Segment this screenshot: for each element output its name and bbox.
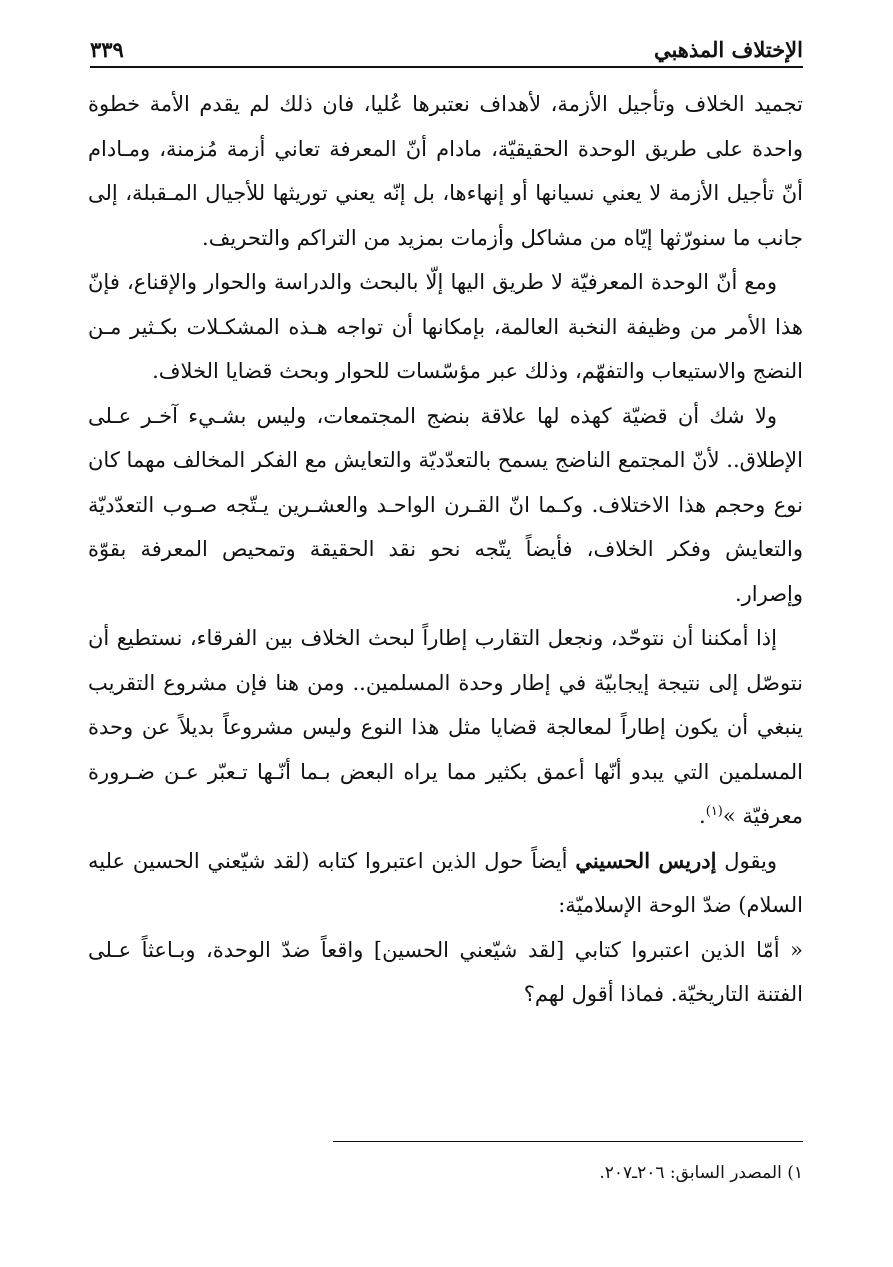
paragraph-5-rest: أيضاً حول الذين اعتبروا كتابه (لقد شيّعني الحسين عليه السلام) ضدّ الوحة الإسلاميّة:: [88, 848, 803, 917]
author-name: إدريس الحسيني: [575, 847, 717, 873]
body-text: [88, 82, 803, 1017]
paragraph-5: [88, 839, 803, 928]
paragraph-4-text: إذا أمكننا أن نتوحّد، ونجعل التقارب إطاراً لبحث الخلاف بين الفرقاء، نستطيع أن نتوصّل إلى نتيجة إيجابيّة في إطار وحدة المسلمين.. ومن هنا فإن مشروع التقريب ينبغي أن يكون إطاراً لمعالجة قضايا مثل هذا النوع وليس مشروعاً بديلاً عن وحدة المسلمين التي يبدو أنّها أعمق بكثير مما يراه البعض بـما أنّـها تـعبّر عـن ضـرورة معرفيّة »: [88, 626, 803, 828]
paragraph-1: تجميد الخلاف وتأجيل الأزمة، لأهداف نعتبرها عُليا، فان ذلك لم يقدم الأمة خطوة واحدة على طريق الوحدة الحقيقيّة، مادام أنّ المعرفة تعاني أزمة مُزمنة، ومـادام أنّ تأجيل الأزمة لا يعني نسيانها أو إنهاءها، بل إنّه يعني توريثها للأجيال المـقبلة، إلى جانب ما سنورّثها إيّاه من مشاكل وأزمات بمزيد من التراكم والتحريف.: [88, 92, 803, 250]
footnote: ١) المصدر السابق: ٢٠٦ـ٢٠٧.: [599, 1163, 803, 1183]
running-header: [90, 28, 803, 68]
paragraph-6: « أمّا الذين اعتبروا كتابي [لقد شيّعني الحسين] واقعاً ضدّ الوحدة، وبـاعثاً عـلى الفتنة التاريخيّة. فماذا أقول لهم؟: [88, 937, 803, 1006]
chapter-title: الإختلاف المذهبي: [653, 37, 803, 62]
footnote-reference: (١): [705, 804, 723, 819]
paragraph-4: [88, 616, 803, 839]
paragraph-4-end: .: [699, 804, 706, 828]
page-number: ٣٣٩: [90, 37, 124, 62]
paragraph-3: ولا شك أن قضيّة كهذه لها علاقة بنضج المجتمعات، وليس بشـيء آخـر عـلى الإطلاق.. لأنّ المجتمع الناضج يسمح بالتعدّديّة والتعايش مع الفكر المخالف مهما كان نوع وحجم هذا الاختلاف. وكـما انّ القـرن الواحـد والعشـرين يـتّجه صـوب التعدّديّة والتعايش وفكر الخلاف، فأيضاً يتّجه نحو نقد الحقيقة وتمحيص المعرفة بقوّة وإصرار.: [88, 403, 803, 606]
paragraph-5-start: ويقول: [724, 848, 777, 873]
paragraph-2: ومع أنّ الوحدة المعرفيّة لا طريق اليها إلّا بالبحث والدراسة والحوار والإقناع، فإنّ هذا الأمر من وظيفة النخبة العالمة، بإمكانها أن تواجه هـذه المشكـلات بكـثير مـن النضج والاستيعاب والتفهّم، وذلك عبر مؤسّسات للحوار وبحث قضايا الخلاف.: [88, 270, 803, 383]
footnote-divider: [333, 1141, 803, 1142]
